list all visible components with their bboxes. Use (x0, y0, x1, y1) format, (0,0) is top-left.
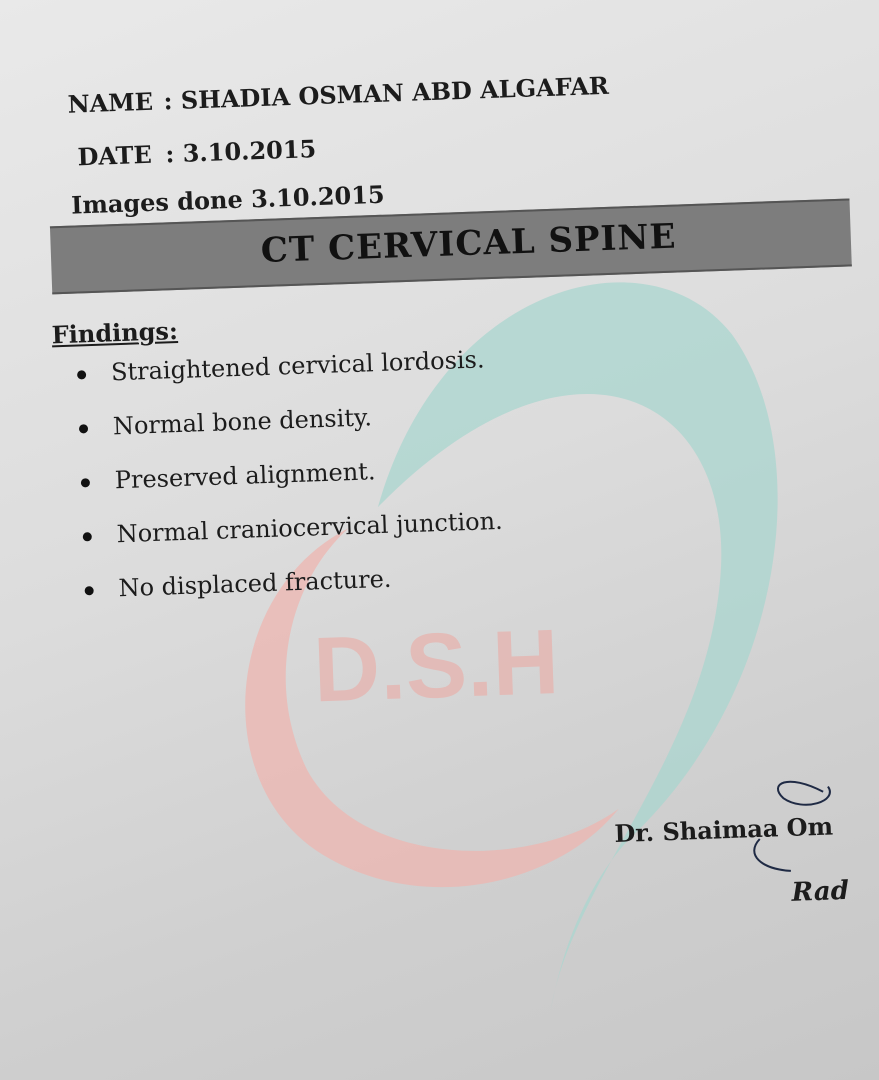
findings-list (71, 345, 506, 630)
exam-title: CT CERVICAL SPINE (260, 216, 678, 272)
list-item: Straightened cervical lordosis. (71, 345, 499, 414)
list-item: Normal bone density. (72, 399, 500, 468)
list-item: Preserved alignment. (74, 453, 502, 522)
bullet-icon (83, 532, 92, 541)
signatory-name: Dr. Shaimaa Om (613, 811, 834, 849)
name-label: NAME (67, 86, 154, 119)
findings-heading: Findings: (51, 316, 179, 350)
watermark-text: D.S.H (311, 610, 561, 722)
list-item: Normal craniocervical junction. (76, 507, 504, 576)
bullet-icon (77, 370, 86, 379)
signatory-title: Rad (791, 875, 850, 908)
name-value: : SHADIA OSMAN ABD ALGAFAR (163, 70, 610, 116)
bullet-icon (79, 424, 88, 433)
images-done-row: Images done 3.10.2015 (70, 179, 386, 220)
date-value: : 3.10.2015 (164, 134, 317, 169)
list-item: No displaced fracture. (78, 561, 506, 630)
bullet-icon (85, 586, 94, 595)
date-label: DATE (77, 139, 153, 172)
bullet-icon (81, 478, 90, 487)
